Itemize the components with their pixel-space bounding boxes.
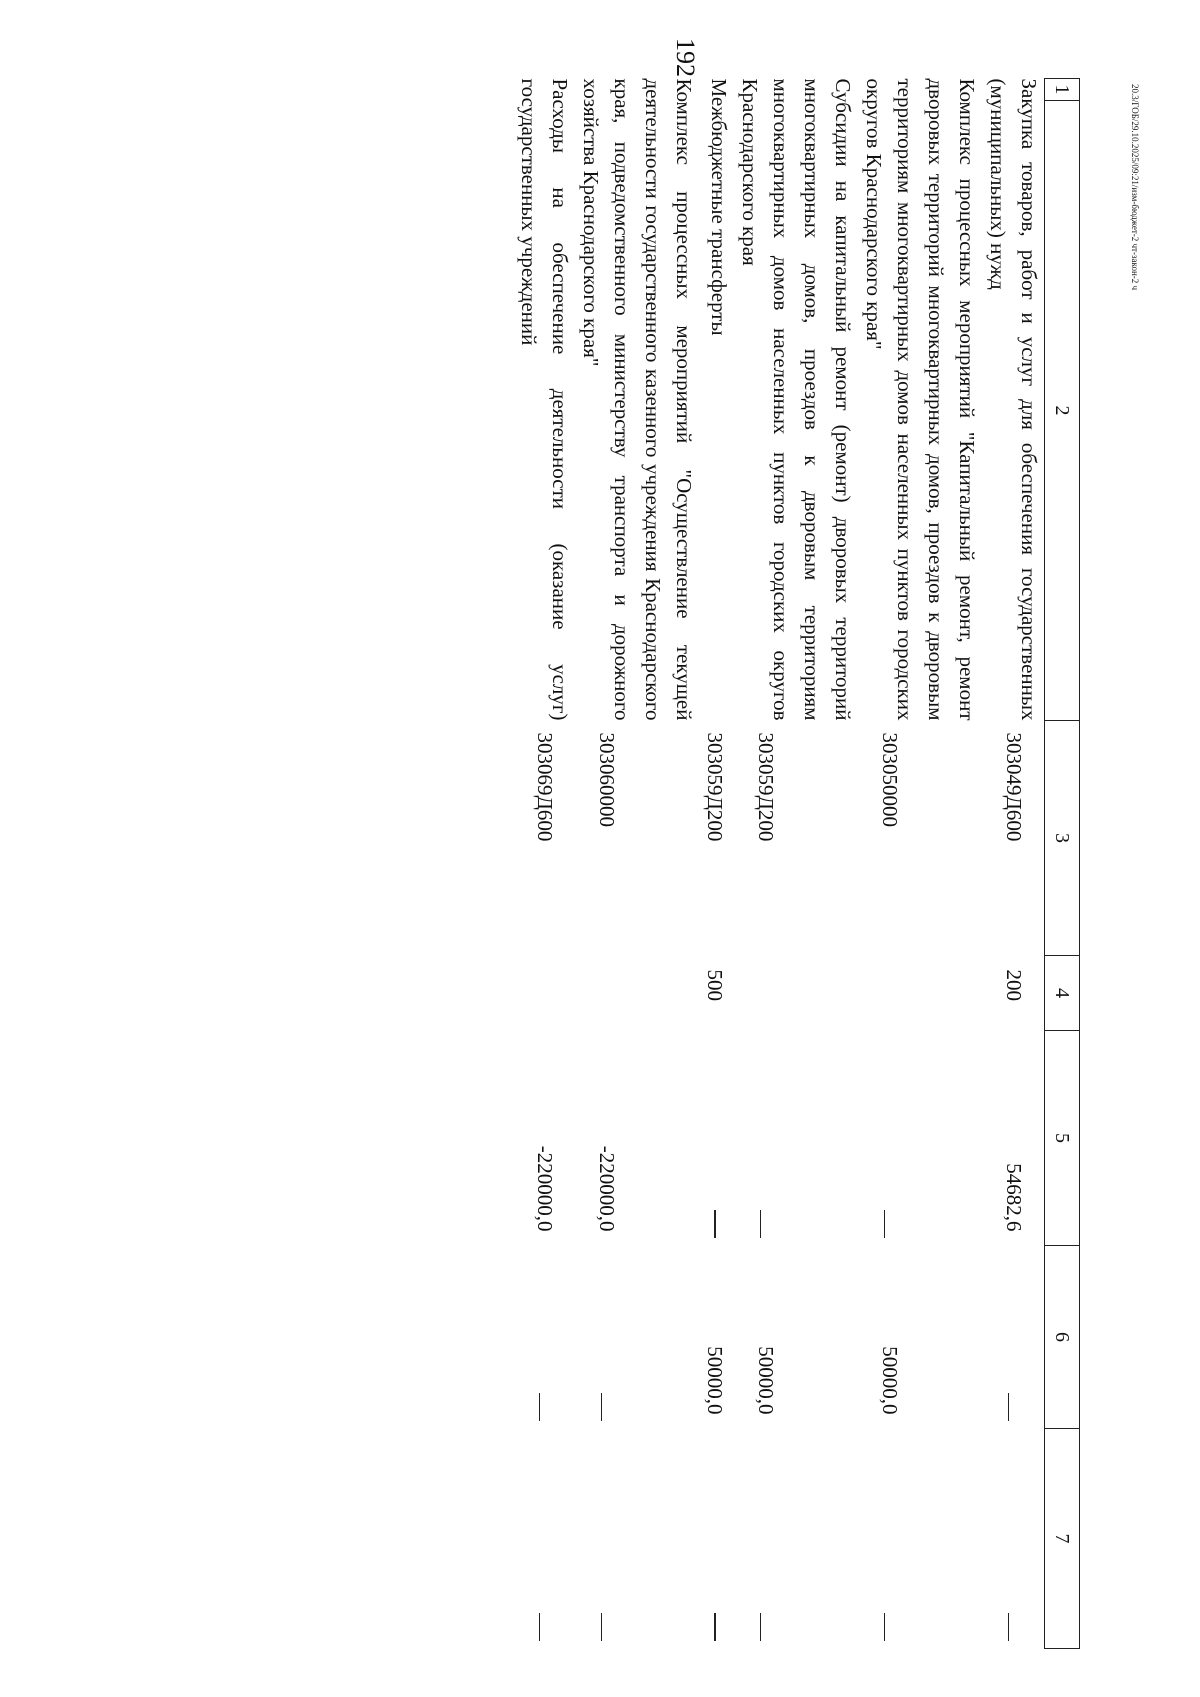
row-col5-cell	[734, 1031, 858, 1246]
row-code: 303069Д600	[533, 732, 557, 842]
row-code: 303049Д600	[1002, 732, 1026, 842]
row-col5-cell	[699, 1031, 734, 1246]
row-code: 303059Д200	[703, 732, 727, 842]
empty-dash	[884, 1210, 886, 1238]
row-col6-cell	[575, 1246, 699, 1429]
row-description: Комплекс процессных мероприятий "Капитальный ремонт, ремонт дворовых территорий многоквартирных домов, проездов к дворовым территориям многоквартирных домов населенных пунктов городских округов Краснодарского края"	[862, 78, 979, 721]
row-col5: -220000,0	[595, 1145, 619, 1232]
row-description-cell	[575, 79, 699, 721]
row-description-cell	[858, 79, 982, 721]
header-cell-3: 3	[1045, 721, 1080, 956]
row-description: Комплекс процессных мероприятий "Осуществление текущей деятельности государственного казенного учреждения Краснодарского края, подведомственного министерству транспорта и дорожного хозяйства Краснодарского края"	[579, 78, 696, 721]
empty-dash	[760, 1210, 762, 1238]
row-code-cell	[734, 721, 858, 956]
row-code: 303059Д200	[754, 732, 778, 842]
table-header-row	[1045, 79, 1080, 1649]
row-col7-cell	[858, 1429, 982, 1649]
empty-dash	[884, 1613, 886, 1641]
row-col6: 50000,0	[754, 1346, 778, 1415]
row-csr-cell	[575, 956, 699, 1031]
row-description-cell	[734, 79, 858, 721]
header-cell-7: 7	[1045, 1429, 1080, 1649]
empty-dash	[1008, 1613, 1010, 1641]
row-code-cell	[858, 721, 982, 956]
row-description: Расходы на обеспечение деятельности (оказание услуг) государственных учреждений	[517, 78, 572, 721]
row-col5-cell	[858, 1031, 982, 1246]
empty-dash	[601, 1393, 603, 1421]
empty-dash	[539, 1613, 541, 1641]
empty-dash	[601, 1613, 603, 1641]
row-code-cell	[513, 721, 575, 956]
empty-dash	[539, 1393, 541, 1421]
row-col5: 54682,6	[1002, 1163, 1026, 1232]
table-row	[575, 79, 699, 1649]
row-col6-cell	[982, 1246, 1045, 1429]
row-description: Субсидии на капитальный ремонт (ремонт) дворовых территорий многоквартирных домов, проездов к дворовым территориям многоквартирных домов населенных пунктов городских округов Краснодарского края	[738, 78, 855, 721]
row-col7-cell	[513, 1429, 575, 1649]
row-description: Закупка товаров, работ и услуг для обеспечения государственных (муниципальных) нужд	[986, 78, 1041, 721]
row-csr: 500	[703, 969, 727, 1001]
row-col7-cell	[982, 1429, 1045, 1649]
row-col5: -220000,0	[533, 1145, 557, 1232]
row-col5-cell	[575, 1031, 699, 1246]
table-row	[858, 79, 982, 1649]
row-description-cell	[513, 79, 575, 721]
row-csr-cell	[858, 956, 982, 1031]
empty-dash	[715, 1613, 717, 1641]
row-col5-cell	[513, 1031, 575, 1246]
row-csr-cell	[513, 956, 575, 1031]
row-col7-cell	[699, 1429, 734, 1649]
row-csr: 200	[1002, 969, 1026, 1001]
row-description-cell	[982, 79, 1045, 721]
header-cell-2: 2	[1045, 101, 1080, 721]
empty-dash	[715, 1210, 717, 1238]
row-col6-cell	[699, 1246, 734, 1429]
header-cell-6: 6	[1045, 1246, 1080, 1429]
row-col5-cell	[982, 1031, 1045, 1246]
row-col7-cell	[575, 1429, 699, 1649]
budget-table-container	[175, 78, 1080, 1648]
row-col6-cell	[734, 1246, 858, 1429]
row-code-cell	[699, 721, 734, 956]
budget-table	[513, 78, 1080, 1649]
row-col6-cell	[858, 1246, 982, 1429]
row-col6-cell	[513, 1246, 575, 1429]
empty-dash	[760, 1613, 762, 1641]
row-description-cell	[699, 79, 734, 721]
row-col6: 50000,0	[703, 1346, 727, 1415]
table-row	[734, 79, 858, 1649]
row-csr-cell	[982, 956, 1045, 1031]
table-row	[982, 79, 1045, 1649]
row-description: Межбюджетные трансферты	[707, 78, 731, 336]
empty-dash	[1008, 1393, 1010, 1421]
row-code: 303060000	[595, 732, 619, 827]
row-code-cell	[982, 721, 1045, 956]
row-csr-cell	[734, 956, 858, 1031]
header-cell-1: 1	[1045, 79, 1080, 101]
header-cell-5: 5	[1045, 1031, 1080, 1246]
page-number: 192	[671, 38, 700, 77]
table-row	[513, 79, 575, 1649]
table-row	[699, 79, 734, 1649]
row-col6: 50000,0	[878, 1346, 902, 1415]
row-csr-cell	[699, 956, 734, 1031]
row-code-cell	[575, 721, 699, 956]
document-footer-code: 20.3/ГОБ/29.10.2025/09:21/изм-бюджет-2 чт-закон-2 ч	[1130, 84, 1140, 291]
header-cell-4: 4	[1045, 956, 1080, 1031]
row-code: 303050000	[878, 732, 902, 827]
row-col7-cell	[734, 1429, 858, 1649]
